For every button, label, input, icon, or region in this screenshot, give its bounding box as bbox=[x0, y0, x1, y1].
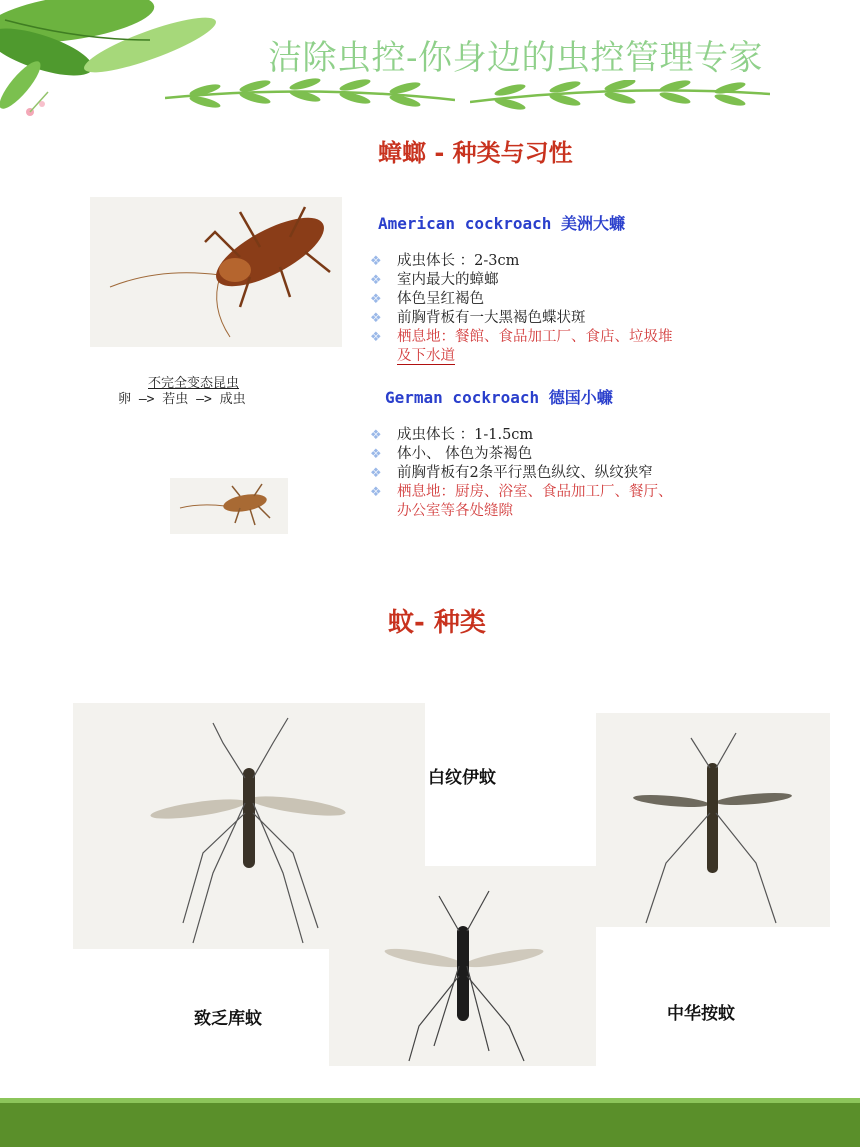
list-item: ❖ 成虫体长 ：2-3cm bbox=[370, 253, 520, 269]
american-name-en: American cockroach bbox=[378, 214, 552, 233]
culex-label: 致乏库蚊 bbox=[194, 1009, 262, 1029]
list-item: ❖ 体小、 体色为茶褐色 bbox=[370, 446, 533, 462]
list-item: ❖ 前胸背板有2条平行黑色纵纹、纵纹狭窄 bbox=[370, 465, 653, 481]
diamond-bullet-icon: ❖ bbox=[370, 292, 382, 307]
german-facts-list bbox=[370, 426, 820, 521]
diamond-bullet-icon: ❖ bbox=[370, 254, 382, 269]
diamond-bullet-icon: ❖ bbox=[370, 466, 382, 481]
fern-decoration-left bbox=[165, 78, 455, 118]
anopheles-mosquito-photo bbox=[596, 713, 830, 927]
american-facts-list bbox=[370, 252, 820, 366]
habitat-continuation: 及下水道 bbox=[397, 348, 455, 364]
fern-decoration-right bbox=[470, 80, 770, 116]
aedes-label: 白纹伊蚊 bbox=[428, 768, 496, 788]
footer-bar bbox=[0, 1103, 860, 1147]
habitat-item: ❖ 栖息地：餐館、食品加工厂、食店、垃圾堆 及下水道 bbox=[370, 329, 673, 364]
list-item: ❖ 前胸背板有一大黑褐色蝶状斑 bbox=[370, 310, 586, 326]
mosquito-section-title: 蚊- 种类 bbox=[388, 608, 486, 638]
german-name-cn: 德国小蠊 bbox=[548, 388, 613, 407]
german-cockroach-photo bbox=[170, 478, 288, 534]
metamorphosis-stages: 卵 —> 若虫 —> 成虫 bbox=[118, 392, 246, 407]
diamond-bullet-icon: ❖ bbox=[370, 273, 382, 288]
american-cockroach-title bbox=[378, 211, 625, 234]
diamond-bullet-icon: ❖ bbox=[370, 311, 382, 326]
german-name-en: German cockroach bbox=[385, 388, 540, 407]
list-item: ❖ 体色呈红褐色 bbox=[370, 291, 484, 307]
metamorphosis-label: 不完全变态昆虫 bbox=[148, 376, 240, 391]
anopheles-label: 中华按蚊 bbox=[667, 1004, 735, 1024]
american-name-cn: 美洲大蠊 bbox=[561, 214, 626, 233]
aedes-mosquito-photo bbox=[329, 866, 596, 1066]
habitat-item: ❖ 栖息地：厨房、浴室、食品加工厂、餐厅、 办公室等各处缝隙 bbox=[370, 484, 673, 519]
list-item: ❖ 室内最大的蟑螂 bbox=[370, 272, 499, 288]
diamond-bullet-icon: ❖ bbox=[370, 330, 382, 345]
diamond-bullet-icon: ❖ bbox=[370, 428, 382, 443]
american-cockroach-photo bbox=[90, 197, 342, 347]
cockroach-section-title: 蟑螂 - 种类与习性 bbox=[378, 139, 573, 167]
diamond-bullet-icon: ❖ bbox=[370, 485, 382, 500]
list-item: ❖ 成虫体长 ：1-1.5cm bbox=[370, 427, 534, 443]
header-title: 洁除虫控-你身边的虫控管理专家 bbox=[268, 38, 763, 78]
diamond-bullet-icon: ❖ bbox=[370, 447, 382, 462]
habitat-continuation: 办公室等各处缝隙 bbox=[397, 503, 513, 519]
german-cockroach-title bbox=[385, 385, 613, 408]
